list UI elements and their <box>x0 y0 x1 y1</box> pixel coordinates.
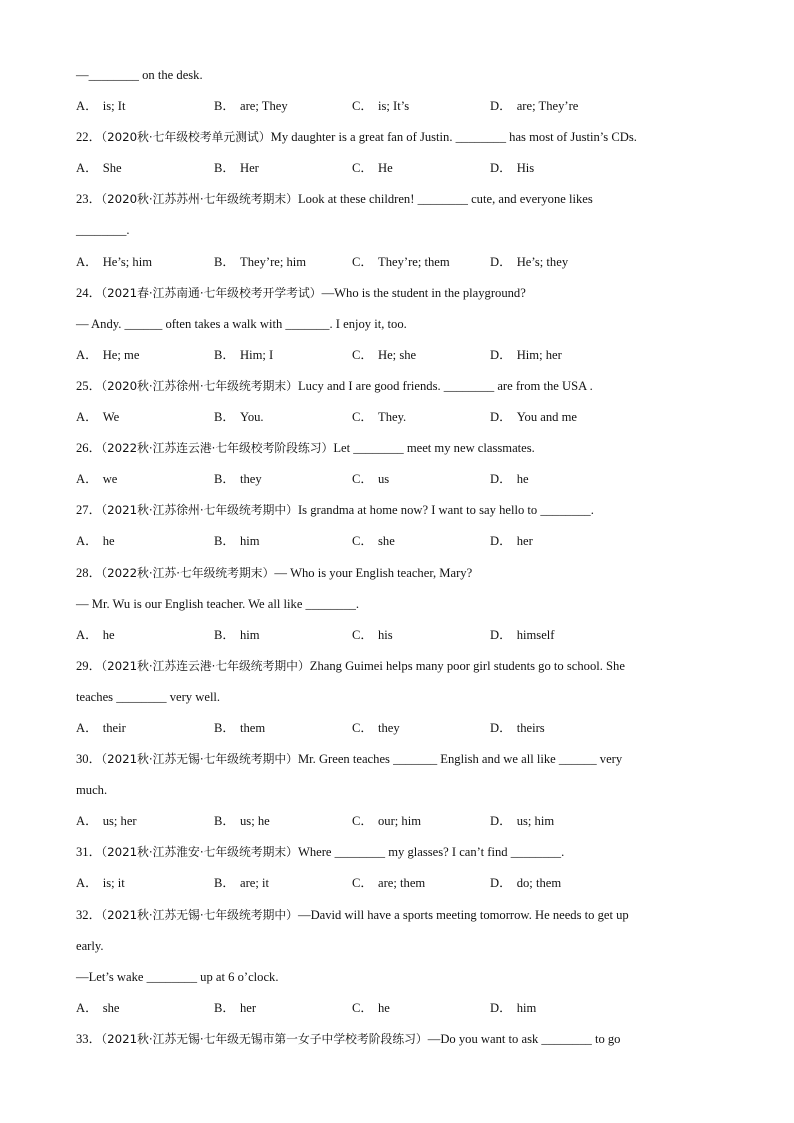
question-text: Let ________ meet my new classmates. <box>333 441 535 456</box>
answer-option <box>76 247 214 278</box>
answer-option <box>76 993 214 1024</box>
option-letter: C． <box>352 720 373 735</box>
answer-options <box>76 91 716 122</box>
option-text: his <box>378 627 393 642</box>
option-letter: A． <box>76 254 98 269</box>
line-text: — Mr. Wu is our English teacher. We all like ________. <box>76 596 360 611</box>
answer-option <box>214 526 352 557</box>
answer-option <box>76 402 214 433</box>
question-number: 22． <box>76 130 102 145</box>
option-letter: B． <box>214 1000 235 1015</box>
answer-option <box>490 153 628 184</box>
question-number: 24． <box>76 285 102 300</box>
option-letter: B． <box>214 627 235 642</box>
question-number: 31． <box>76 845 102 860</box>
answer-option <box>490 526 628 557</box>
question-source: （2021秋·江苏无锡·七年级无锡市第一女子中学校考阶段练习） <box>101 1031 428 1046</box>
question-number: 29． <box>76 658 102 673</box>
answer-option <box>352 526 490 557</box>
answer-option <box>352 806 490 837</box>
option-letter: B． <box>214 99 235 114</box>
option-letter: C． <box>352 534 373 549</box>
line-text: much. <box>76 783 108 798</box>
option-text: You and me <box>516 410 577 425</box>
continuation-line <box>76 309 716 340</box>
question-source: （2021秋·江苏无锡·七年级统考期中） <box>101 907 298 922</box>
question-text: Zhang Guimei helps many poor girl students go to school. She <box>309 658 625 673</box>
answer-option <box>76 464 214 495</box>
answer-options <box>76 806 716 837</box>
answer-option <box>352 620 490 651</box>
answer-option <box>214 713 352 744</box>
option-letter: D． <box>490 254 512 269</box>
option-text: Him; I <box>240 347 274 362</box>
option-letter: B． <box>214 161 235 176</box>
answer-option <box>76 526 214 557</box>
option-letter: A． <box>76 410 98 425</box>
option-text: her <box>516 534 533 549</box>
answer-option <box>352 464 490 495</box>
option-text: are; They’re <box>516 99 579 114</box>
option-letter: D． <box>490 99 512 114</box>
answer-options <box>76 526 716 557</box>
question-source: （2021春·江苏南通·七年级校考开学考试） <box>101 285 322 300</box>
answer-option <box>76 340 214 371</box>
answer-option <box>214 868 352 899</box>
option-letter: C． <box>352 1000 373 1015</box>
answer-option <box>490 713 628 744</box>
option-letter: A． <box>76 534 98 549</box>
continuation-line <box>76 60 716 91</box>
answer-option <box>214 247 352 278</box>
option-text: is; It <box>102 99 126 114</box>
question-line <box>76 122 716 153</box>
answer-option <box>214 620 352 651</box>
option-letter: D． <box>490 534 512 549</box>
answer-options <box>76 153 716 184</box>
question-text: Look at these children! ________ cute, and everyone likes <box>297 192 593 207</box>
option-text: theirs <box>516 720 545 735</box>
answer-option <box>490 402 628 433</box>
option-text: he <box>102 627 115 642</box>
continuation-line <box>76 589 716 620</box>
question-source: （2021秋·江苏无锡·七年级统考期中） <box>101 752 298 767</box>
option-text: they <box>240 472 262 487</box>
continuation-line <box>76 215 716 246</box>
answer-options <box>76 247 716 278</box>
option-letter: D． <box>490 876 512 891</box>
option-letter: D． <box>490 161 512 176</box>
option-text: he <box>378 1000 390 1015</box>
option-letter: B． <box>214 472 235 487</box>
option-text: He’s; him <box>102 254 153 269</box>
answer-options <box>76 713 716 744</box>
option-text: are; They <box>240 99 288 114</box>
option-letter: C． <box>352 627 373 642</box>
answer-option <box>352 340 490 371</box>
answer-option <box>490 247 628 278</box>
answer-option <box>214 340 352 371</box>
option-letter: A． <box>76 472 98 487</box>
option-letter: C． <box>352 161 373 176</box>
question-text: — Who is your English teacher, Mary? <box>274 565 473 580</box>
option-letter: C． <box>352 472 373 487</box>
option-letter: A． <box>76 814 98 829</box>
question-text: Lucy and I are good friends. ________ are from the USA . <box>297 378 593 393</box>
question-source: （2022秋·江苏·七年级统考期末） <box>101 565 275 580</box>
option-letter: D． <box>490 410 512 425</box>
answer-option <box>76 713 214 744</box>
continuation-line <box>76 775 716 806</box>
question-number: 27． <box>76 503 102 518</box>
question-source: （2021秋·江苏淮安·七年级统考期末） <box>101 845 298 860</box>
option-text: he <box>516 472 529 487</box>
question-number: 23． <box>76 192 102 207</box>
option-letter: C． <box>352 814 373 829</box>
option-letter: D． <box>490 627 512 642</box>
answer-option <box>214 993 352 1024</box>
line-text: — Andy. ______ often takes a walk with _______. I enjoy it, too. <box>76 316 407 331</box>
answer-option <box>352 402 490 433</box>
option-text: him <box>240 534 260 549</box>
answer-option <box>214 91 352 122</box>
answer-option <box>214 153 352 184</box>
answer-option <box>490 91 628 122</box>
option-text: himself <box>516 627 555 642</box>
option-text: us; him <box>516 814 555 829</box>
option-letter: A． <box>76 627 98 642</box>
option-letter: D． <box>490 814 512 829</box>
question-source: （2020秋·七年级校考单元测试） <box>101 130 271 145</box>
option-letter: A． <box>76 720 98 735</box>
option-letter: B． <box>214 347 235 362</box>
option-text: They’re; him <box>240 254 307 269</box>
answer-option <box>214 806 352 837</box>
question-text: —Do you want to ask ________ to go <box>427 1031 621 1046</box>
question-number: 28． <box>76 565 102 580</box>
answer-option <box>214 464 352 495</box>
question-line <box>76 744 716 775</box>
option-text: He <box>378 161 393 176</box>
answer-option <box>352 993 490 1024</box>
option-letter: C． <box>352 99 373 114</box>
option-text: They’re; them <box>378 254 450 269</box>
option-text: their <box>102 720 126 735</box>
answer-option <box>76 153 214 184</box>
question-line <box>76 433 716 464</box>
question-number: 33． <box>76 1031 102 1046</box>
answer-option <box>352 153 490 184</box>
option-text: him <box>516 1000 537 1015</box>
answer-option <box>490 620 628 651</box>
option-text: She <box>102 161 122 176</box>
option-text: he <box>102 534 115 549</box>
answer-options <box>76 620 716 651</box>
answer-option <box>490 993 628 1024</box>
option-letter: C． <box>352 347 373 362</box>
option-text: They. <box>378 410 407 425</box>
option-text: He; she <box>378 347 417 362</box>
question-text: —Who is the student in the playground? <box>321 285 526 300</box>
question-source: （2020秋·江苏徐州·七年级统考期末） <box>101 378 298 393</box>
answer-option <box>76 868 214 899</box>
option-letter: D． <box>490 1000 512 1015</box>
option-letter: A． <box>76 347 98 362</box>
question-line <box>76 371 716 402</box>
option-letter: B． <box>214 814 235 829</box>
question-line <box>76 1024 716 1055</box>
option-text: is; it <box>102 876 125 891</box>
answer-options <box>76 464 716 495</box>
option-text: us <box>378 472 390 487</box>
option-letter: B． <box>214 410 235 425</box>
answer-options <box>76 993 716 1024</box>
question-line <box>76 495 716 526</box>
continuation-line <box>76 962 716 993</box>
option-letter: C． <box>352 410 373 425</box>
option-text: them <box>240 720 266 735</box>
question-number: 32． <box>76 907 102 922</box>
option-text: He’s; they <box>516 254 569 269</box>
answer-option <box>214 402 352 433</box>
option-letter: B． <box>214 254 235 269</box>
answer-option <box>352 247 490 278</box>
option-text: she <box>102 1000 120 1015</box>
option-text: our; him <box>378 814 422 829</box>
answer-option <box>352 91 490 122</box>
continuation-line <box>76 931 716 962</box>
question-number: 30． <box>76 752 102 767</box>
option-text: You. <box>240 410 264 425</box>
question-source: （2022秋·江苏连云港·七年级校考阶段练习） <box>101 441 334 456</box>
option-letter: A． <box>76 161 98 176</box>
option-text: He; me <box>102 347 140 362</box>
question-line <box>76 184 716 215</box>
option-text: Him; her <box>516 347 562 362</box>
line-text: teaches ________ very well. <box>76 689 221 704</box>
option-text: His <box>516 161 535 176</box>
question-text: —David will have a sports meeting tomorrow. He needs to get up <box>297 907 629 922</box>
option-text: We <box>102 410 120 425</box>
question-line <box>76 900 716 931</box>
option-text: she <box>378 534 395 549</box>
question-text: Where ________ my glasses? I can’t find ________. <box>297 845 565 860</box>
option-letter: A． <box>76 99 98 114</box>
question-source: （2021秋·江苏徐州·七年级统考期中） <box>101 503 298 518</box>
option-text: him <box>240 627 260 642</box>
answer-options <box>76 868 716 899</box>
option-letter: B． <box>214 720 235 735</box>
option-text: are; them <box>378 876 426 891</box>
option-text: is; It’s <box>378 99 410 114</box>
question-source: （2021秋·江苏连云港·七年级统考期中） <box>101 658 310 673</box>
answer-option <box>490 868 628 899</box>
answer-options <box>76 340 716 371</box>
option-text: do; them <box>516 876 562 891</box>
answer-option <box>352 868 490 899</box>
line-text: ________. <box>76 223 130 238</box>
option-letter: C． <box>352 876 373 891</box>
option-letter: C． <box>352 254 373 269</box>
question-line <box>76 558 716 589</box>
answer-options <box>76 402 716 433</box>
option-letter: D． <box>490 720 512 735</box>
answer-option <box>490 340 628 371</box>
question-line <box>76 837 716 868</box>
option-letter: B． <box>214 876 235 891</box>
option-letter: A． <box>76 876 98 891</box>
question-text: My daughter is a great fan of Justin. ________ has most of Justin’s CDs. <box>270 130 637 145</box>
question-line <box>76 651 716 682</box>
continuation-line <box>76 682 716 713</box>
question-number: 25． <box>76 378 102 393</box>
option-text: they <box>378 720 400 735</box>
exam-page <box>76 60 716 1055</box>
question-source: （2020秋·江苏苏州·七年级统考期末） <box>101 192 298 207</box>
question-number: 26． <box>76 441 102 456</box>
question-line <box>76 278 716 309</box>
question-text: Is grandma at home now? I want to say hello to ________. <box>297 503 594 518</box>
answer-option <box>76 91 214 122</box>
question-text: Mr. Green teaches _______ English and we all like ______ very <box>297 752 623 767</box>
answer-option <box>76 620 214 651</box>
line-text: —________ on the desk. <box>76 68 203 82</box>
option-text: us; her <box>102 814 137 829</box>
answer-option <box>76 806 214 837</box>
option-text: are; it <box>240 876 270 891</box>
answer-option <box>490 806 628 837</box>
answer-option <box>490 464 628 495</box>
option-text: her <box>240 1000 257 1015</box>
line-text: early. <box>76 938 104 953</box>
option-text: we <box>102 472 118 487</box>
option-text: us; he <box>240 814 270 829</box>
option-letter: B． <box>214 534 235 549</box>
line-text: —Let’s wake ________ up at 6 o’clock. <box>76 969 279 984</box>
option-letter: D． <box>490 472 512 487</box>
option-text: Her <box>240 161 259 176</box>
option-letter: A． <box>76 1000 98 1015</box>
option-letter: D． <box>490 347 512 362</box>
answer-option <box>352 713 490 744</box>
